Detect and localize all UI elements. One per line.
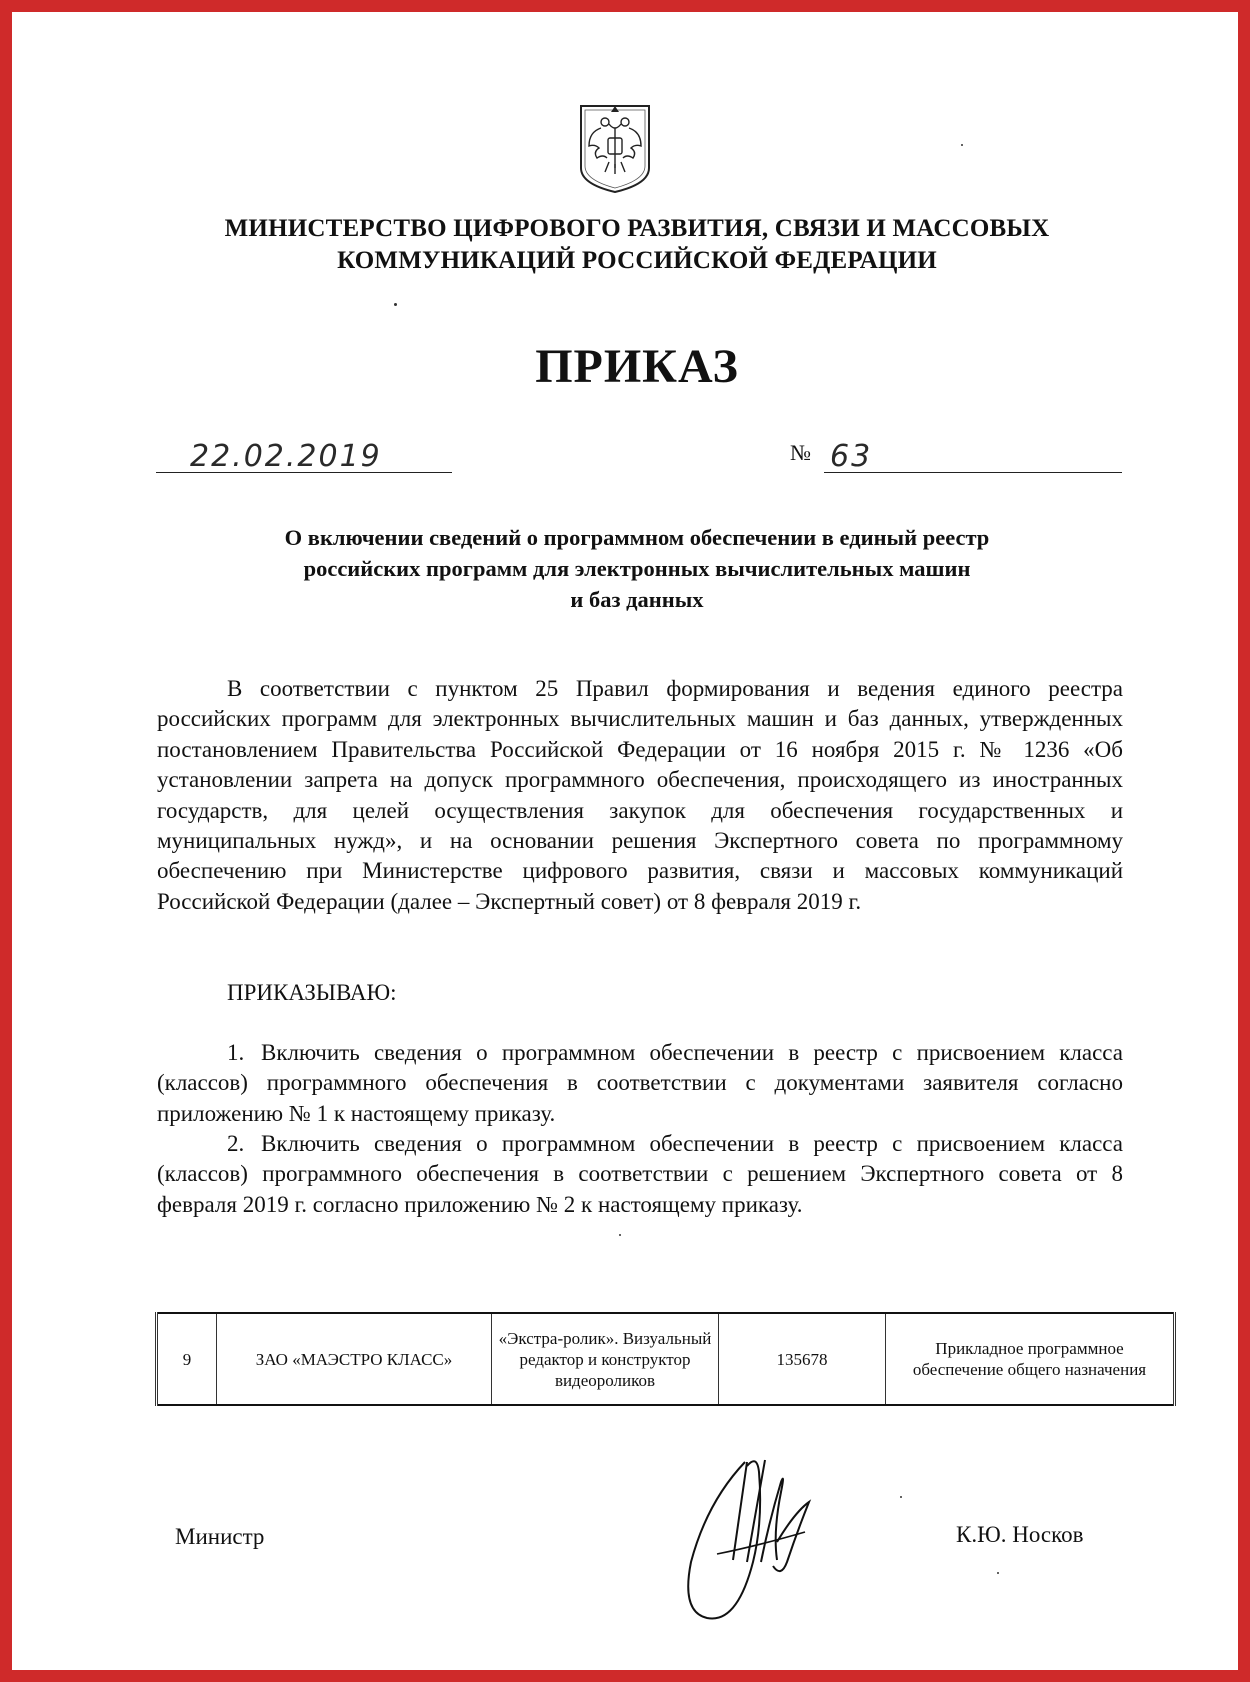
order-item-2	[157, 1129, 1123, 1220]
number-label: №	[790, 440, 811, 465]
subject-line-1: О включении сведений о программном обеспечении в единый реестр	[284, 525, 990, 550]
handwritten-signature	[677, 1442, 827, 1632]
number-field	[824, 432, 1122, 473]
item-text: Включить сведения о программном обеспечении в реестр с присвоением класса (классов) программного обеспечения в соответствии с решением Экспертного совета от 8 февраля 2019 г. согласно приложению № 2 к настоящему приказу.	[157, 1131, 1123, 1217]
cell-product: «Экстра-ролик». Визуальный редактор и конструктор видеороликов	[492, 1313, 719, 1405]
scan-speck	[900, 1496, 902, 1498]
order-item-1	[157, 1038, 1123, 1129]
cell-index: 9	[157, 1313, 217, 1405]
coat-of-arms-emblem	[575, 102, 655, 194]
subject-line-2: российских программ для электронных вычислительных машин	[303, 556, 971, 581]
preamble-paragraph: В соответствии с пунктом 25 Правил формирования и ведения единого реестра российских программ для электронных вычислительных машин и баз данных, утвержденных постановлением Правительства Российской Федерации от 16 ноября 2015 г. № 1236 «Об установлении запрета на допуск программного обеспечения, происходящего из иностранных государств, для целей осуществления закупок для обеспечения государственных и муниципальных нужд», и на основании решения Экспертного совета по программному обеспечению при Министерстве цифрового развития, связи и массовых коммуникаций Российской Федерации (далее – Экспертный совет) от 8 февраля 2019 г.	[157, 676, 1123, 914]
document-type-title: ПРИКАЗ	[535, 340, 739, 393]
scan-speck	[619, 1234, 621, 1236]
item-text: Включить сведения о программном обеспечении в реестр с присвоением класса (классов) программного обеспечения в соответствии с документами заявителя согласно приложению № 1 к настоящему приказу.	[157, 1040, 1123, 1126]
scan-speck	[961, 144, 963, 146]
cell-company: ЗАО «МАЭСТРО КЛАСС»	[217, 1313, 492, 1405]
registry-table	[155, 1312, 1176, 1406]
ministry-name-line-2: КОММУНИКАЦИЙ РОССИЙСКОЙ ФЕДЕРАЦИИ	[337, 247, 937, 274]
table-row	[157, 1313, 1175, 1405]
ministry-name-line-1: МИНИСТЕРСТВО ЦИФРОВОГО РАЗВИТИЯ, СВЯЗИ И МАССОВЫХ	[224, 215, 1050, 242]
handwritten-date: 22.02.2019	[190, 439, 382, 474]
order-subject	[182, 522, 1092, 615]
scan-speck	[997, 1572, 999, 1574]
handwritten-number: 63	[830, 439, 873, 474]
cell-class: Прикладное программное обеспечение общего назначения	[886, 1313, 1175, 1405]
signatory-name: К.Ю. Носков	[956, 1522, 1084, 1547]
cell-code: 135678	[719, 1313, 886, 1405]
date-field	[156, 432, 452, 473]
signatory-title: Министр	[175, 1524, 265, 1549]
item-number: 1.	[227, 1040, 245, 1065]
item-number: 2.	[227, 1131, 245, 1156]
scan-speck	[394, 303, 397, 306]
order-directive: ПРИКАЗЫВАЮ:	[227, 980, 397, 1005]
ministry-name	[12, 213, 1250, 277]
subject-line-3: и баз данных	[570, 587, 704, 612]
